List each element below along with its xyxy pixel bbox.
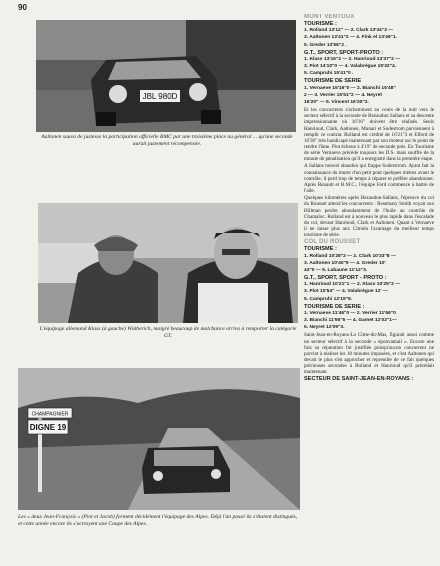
result-line: 1. Rolland 13'12" — 2. Clark 13'34"3 — xyxy=(304,28,394,34)
result-line: 3. Aaltonen 10'40"9 — 4. Greder 10' xyxy=(304,260,386,266)
section-title-saint-jean: SECTEUR DE SAINT-JEAN-EN-ROYANS : xyxy=(304,376,414,383)
category-tourisme-serie: TOURISME DE SERIE xyxy=(304,78,362,85)
category-tourisme: TOURISME : xyxy=(304,21,337,28)
section-title-col-du-rousset: COL DU ROUSSET xyxy=(304,239,361,246)
article-paragraph: A Sallans nouvel abandon qui frappe Soderstrom. Ayant fait la connaissance du muret d'un petit pont quelques mètres avant le contrôle, il perd trop de temps à réparer et préfère abandonner. Après Renault et B.M.C., l'équipe Ford commence à battre de l'aile. xyxy=(304,163,434,195)
category-tourisme-serie: TOURISME DE SERIE : xyxy=(304,303,365,310)
result-line: 5. Campruhi 12'19"9. xyxy=(304,296,353,302)
result-line: 1. Klass 13'16"2 — 2. Hanrioud 13'37"2 — xyxy=(304,56,401,62)
result-line: 3. Piot 10'54" — 4. Valabrègue 12' — xyxy=(304,289,388,295)
caption-aaltonen: Aaltonen sauva de justesse la participation officielle BMC par une troisième place au général ... qu'une seconde aurait justement récompensée. xyxy=(41,134,293,147)
result-line: 43"0 — 5. Labaune 11'12"3. xyxy=(304,267,368,273)
photo-klass-crew xyxy=(38,203,298,323)
caption-piot-jacob: Les « deux Jean-François » (Piot et Jacob) forment décidément l'équipage des Alpes. Déjà l'an passé ils s'étaient distingués, et cette année encore ils s'octroyent une Coupe des Alpes. xyxy=(18,514,298,527)
article-paragraph: Et les concurrents s'acheminent au cours de la nuit vers le secteur sélectif à la seconde de Bezaudun Sallans et sa descente impressionnante où 16'16" doivent être réalisés. Seuls Hanrioud, Clark, Aaltonen, Munari et Sodestrom parviennent à remplir ce contrat. Rolland est crédité de 16'21"3 et Elford de 16'36" très handicapé maintenant par son moteur sur le point de rendre l'âme. Piot échoue à 4'19" de seconde près. En Tourisme de série Vernaeve précède toujours les D.S. mais souffre de la minute de pénalisation qu'il a enregistré dans la première étape. xyxy=(304,107,434,163)
result-line: 2 — 3. Verrier 15'51"2 — 4. Neyret xyxy=(304,92,382,98)
result-line: 3. Bianchi 11'56"5 — 4. Gamet 12'02"1— xyxy=(304,318,397,324)
result-line: 1. Vernaeve 11'46"0 — 2. Verrier 11'56"0 xyxy=(304,310,396,316)
result-line: 5. Greder 13'56"2 . xyxy=(304,42,347,48)
article-column xyxy=(304,14,434,562)
road-sign-line2: DIGNE 19 xyxy=(29,423,67,432)
result-line: 3. Aaltonen 13'41"2 — 4. Fink el 13'46"1. xyxy=(304,35,397,41)
section-title-mont-ventoux: MONT VENTOUX xyxy=(304,14,355,20)
license-plate: JBL 980D xyxy=(142,92,178,101)
result-line: 1. Hanrioud 10'21"1 — 2. Klass 10'25"2 — xyxy=(304,282,401,288)
result-line: 5. Neyret 12'09"3. xyxy=(304,325,345,331)
page-number: 90 xyxy=(18,3,27,12)
result-line: 3. Piot 14'10"0 — 4. Valabrègue 15'32"4. xyxy=(304,64,397,70)
category-gt-sport: G.T., SPORT, SPORT-PROTO : xyxy=(304,49,384,56)
article-paragraph: Saint-Jean-en-Royans-La Cime-du-Mas, figurait aussi comme un secteur sélectif à la seconde « épouvantail ». Encore une fois sa réputation fut justifiée puisqu'aucun concurrent ne parvint à réaliser les 18 minutes imposées, et c'est Aaltonen qui devait le plus s'en approcher et reprendre de ce fait quelques précieuses secondes à Rolland et Hanrioud qu'il précédait maintenant. xyxy=(304,332,434,376)
result-line: 1. Rolland 10'28"2 — 2. Clark 10'33"8 — xyxy=(304,253,396,259)
photo-aaltonen-car xyxy=(36,20,296,132)
article-paragraph: Quelques kilomètres après Bezaudun-Sallans, l'épreuve du col du Rousset attend les concurrents : Rosemary Smith voyait son Hillman perdre abondamment de l'huile au contrôle de Chamaloc. Rolland est à nouveau le plus rapide dans l'escalade du col, devant Hanrioud, Clark et Aaltonen. Quant à Vernaeve il ne laisse plus aux Citroën l'avantage du meilleur temps tourisme de série. xyxy=(304,195,434,239)
category-gt-sport: G.T., SPORT, SPORT - PROTO : xyxy=(304,275,387,282)
result-line: 16'20" — 5. Vincent 16'20"2. xyxy=(304,99,369,105)
caption-klass: L'équipage allemand Klass (à gauche) Wütherich, malgré beaucoup de malchance arriva à remporter la catégorie GT. xyxy=(39,326,297,339)
result-line: 1. Vernaeve 15'16"0 — 2. Bianchi 15'48" xyxy=(304,85,396,91)
road-sign-line1: CHAMPAGNIER xyxy=(31,411,69,418)
category-tourisme: TOURISME : xyxy=(304,246,337,253)
photo-piot-jacob-car xyxy=(18,368,300,510)
result-line: 5. Campruhi 15'41"0 . xyxy=(304,71,354,77)
